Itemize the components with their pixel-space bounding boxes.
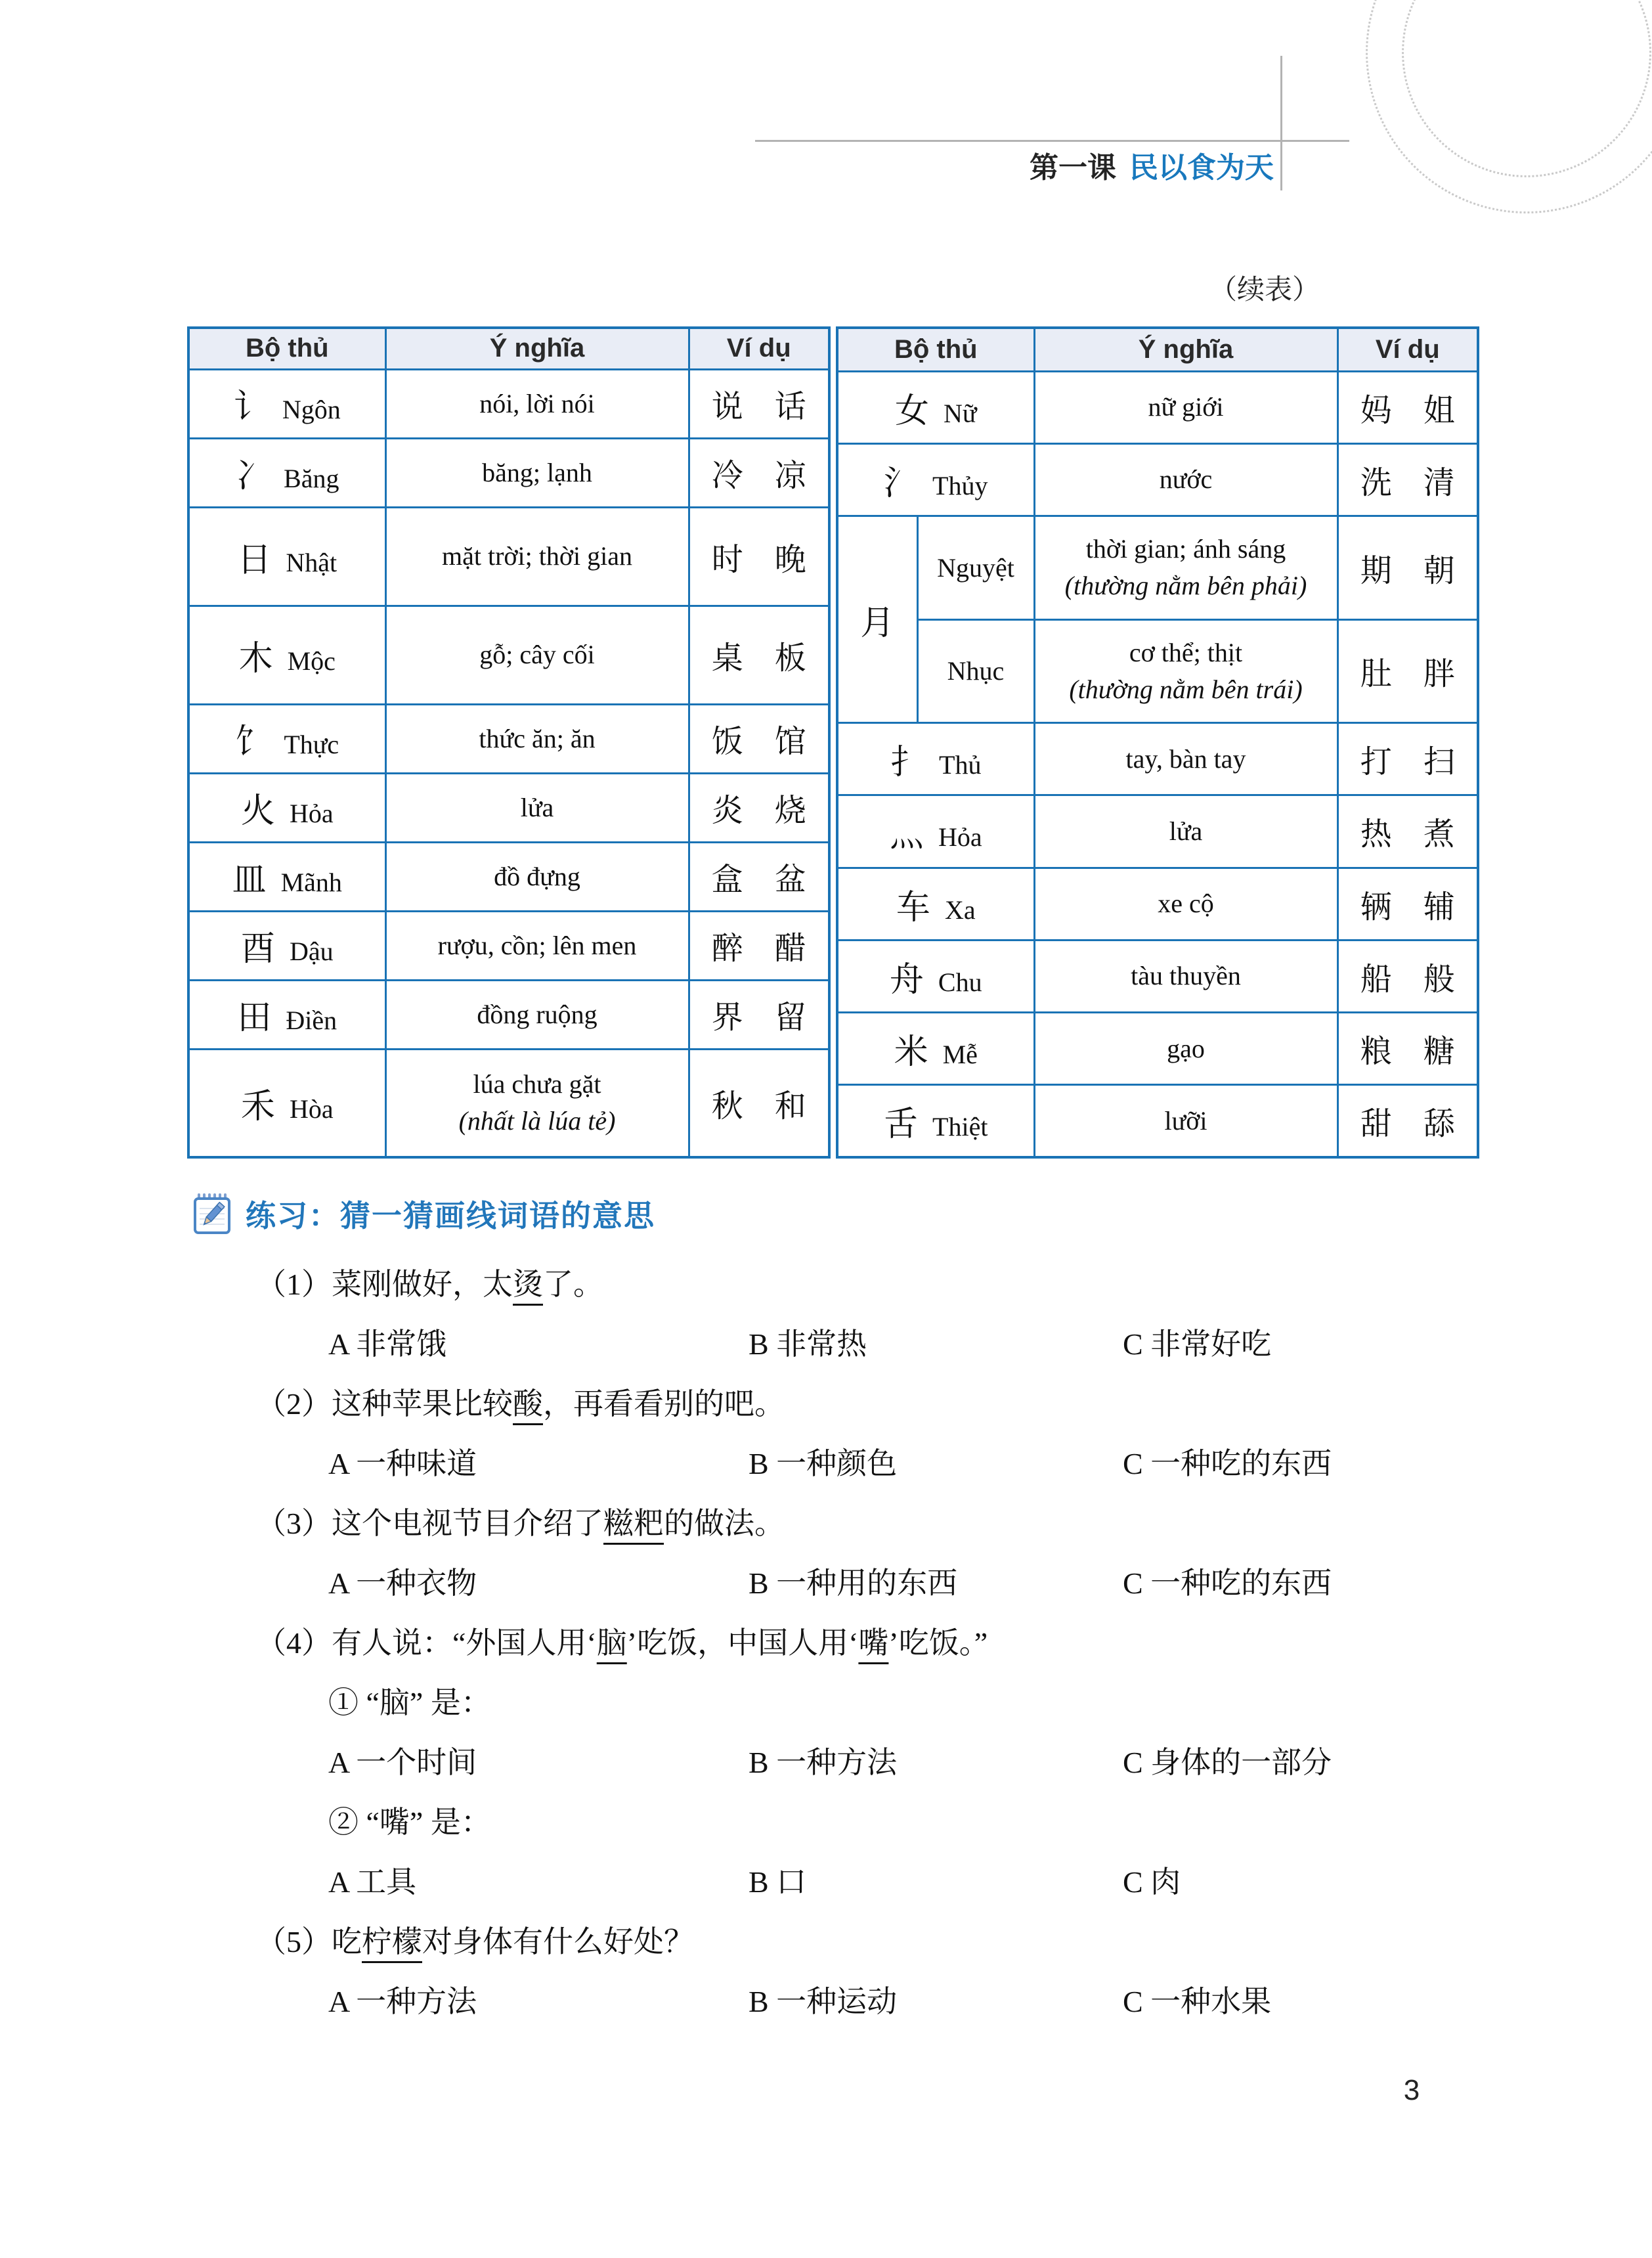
meaning-cell: [1034, 795, 1337, 868]
lesson-number: 第一课: [1030, 152, 1116, 184]
question-line: [256, 1254, 1504, 1314]
table-row: [188, 369, 829, 438]
option-choice: B 一种运动: [749, 1985, 898, 2018]
radical-cell: [188, 704, 385, 773]
radical-name: Mãnh: [280, 868, 342, 897]
table-row: [837, 443, 1478, 516]
meaning-text: đồ đựng: [494, 861, 580, 891]
meaning-note: (nhất là lúa tẻ): [458, 1106, 616, 1136]
meaning-cell: [385, 507, 689, 606]
examples-cell: [1337, 940, 1478, 1012]
option-choice: C 身体的一部分: [1123, 1746, 1332, 1779]
meaning-text: rượu, cồn; lên men: [437, 930, 637, 960]
examples-cell: [1337, 723, 1478, 795]
meaning-cell: [385, 1049, 689, 1157]
meaning-text: tàu thuyền: [1131, 961, 1241, 991]
meaning-cell: [1034, 723, 1337, 795]
table-row: [188, 842, 829, 911]
radical-name: Dậu: [289, 937, 334, 966]
radical-name: Mễ: [942, 1040, 978, 1070]
meaning-cell: [385, 980, 689, 1049]
example-character: 板: [774, 640, 806, 676]
radical-cell: [837, 443, 1034, 516]
meaning-cell: [1034, 619, 1337, 722]
question-text: 了。: [543, 1268, 603, 1301]
example-character: 舔: [1423, 1107, 1455, 1142]
example-character: 辆: [1360, 889, 1392, 925]
radical-name: Nữ: [943, 398, 977, 428]
question-line: [256, 1374, 1504, 1434]
example-character: 时: [711, 542, 743, 577]
table-row: [837, 371, 1478, 443]
meaning-text: mặt trời; thời gian: [441, 541, 633, 571]
radical-name: Hỏa: [289, 799, 334, 828]
underlined-word: 嘴: [858, 1626, 889, 1660]
radical-name: Hỏa: [938, 822, 982, 852]
meaning-text: thức ăn; ăn: [479, 723, 596, 753]
table-row: [837, 868, 1478, 940]
examples-cell: [1337, 868, 1478, 940]
example-character: 糖: [1423, 1034, 1455, 1070]
option-choice: A 一种味道: [328, 1447, 477, 1480]
underlined-word: 烫: [513, 1268, 543, 1301]
example-character: 盆: [774, 862, 806, 897]
examples-cell: [689, 438, 829, 507]
table-header-row: [837, 328, 1478, 371]
option-choice: A 工具: [328, 1865, 417, 1899]
continued-table-label: （续表）: [1209, 275, 1320, 305]
table-row: [837, 795, 1478, 868]
question-line: [256, 1494, 1504, 1553]
meaning-text: nói, lời nói: [479, 388, 595, 418]
example-character: 扫: [1423, 745, 1455, 780]
radical-cell: [837, 516, 917, 723]
meaning-text: xe cộ: [1158, 889, 1214, 919]
radical-cell: [188, 842, 385, 911]
meaning-text: cơ thể; thịt: [1129, 637, 1243, 667]
radical-name: Điền: [286, 1006, 337, 1035]
examples-cell: [1337, 516, 1478, 619]
example-character: 烧: [774, 793, 806, 828]
question-text: （2）这种苹果比较: [256, 1387, 513, 1421]
examples-cell: [689, 1049, 829, 1157]
example-character: 桌: [711, 640, 743, 676]
radical-character: 饣: [235, 724, 270, 761]
examples-cell: [689, 773, 829, 842]
example-character: 留: [774, 1000, 806, 1035]
meaning-text: lúa chưa gặt: [473, 1069, 601, 1099]
meaning-cell: [385, 606, 689, 704]
question-text: 对身体有什么好处？: [422, 1925, 694, 1959]
example-character: 般: [1423, 962, 1455, 997]
options-line: [256, 1553, 1504, 1613]
column-header: Ý nghĩa: [385, 328, 689, 369]
question-text: ，再看看别的吧。: [543, 1387, 785, 1421]
options-line: [256, 1852, 1504, 1912]
table-row: [188, 507, 829, 606]
table-row: [188, 1049, 829, 1157]
radical-character: 女: [894, 392, 929, 430]
radical-table-right: [836, 326, 1479, 1159]
radical-character: 舌: [884, 1106, 919, 1144]
radical-character: 扌: [890, 744, 925, 782]
option-choice: A 一种方法: [328, 1985, 477, 2018]
column-header: Ví dụ: [1337, 328, 1478, 371]
radical-cell: [188, 1049, 385, 1157]
question-text: （1）菜刚做好，太: [256, 1268, 513, 1301]
examples-cell: [1337, 1085, 1478, 1157]
radical-character: 酉: [240, 931, 275, 968]
radical-name: Chu: [938, 967, 982, 997]
radical-cell: [188, 369, 385, 438]
meaning-text: lửa: [520, 792, 554, 822]
option-choice: B 一种颜色: [749, 1447, 898, 1480]
option-choice: A 一种衣物: [328, 1566, 477, 1600]
meaning-cell: [1034, 443, 1337, 516]
example-character: 胖: [1423, 657, 1455, 692]
table-row: [188, 911, 829, 980]
example-character: 话: [774, 389, 806, 424]
examples-cell: [689, 606, 829, 704]
question-text: （3）这个电视节目介绍了: [256, 1507, 603, 1540]
radical-character: 禾: [240, 1088, 275, 1126]
examples-cell: [689, 507, 829, 606]
options-line: [256, 1733, 1504, 1792]
radical-cell: [837, 1085, 1034, 1157]
table-row: [188, 606, 829, 704]
radical-character: 车: [896, 889, 930, 927]
underlined-word: 柠檬: [362, 1925, 422, 1959]
meaning-cell: [1034, 1085, 1337, 1157]
example-character: 船: [1360, 962, 1392, 997]
meaning-text: tay, bàn tay: [1125, 743, 1246, 774]
option-choice: C 肉: [1123, 1865, 1181, 1899]
meaning-text: gỗ; cây cối: [479, 640, 595, 669]
table-row: [837, 619, 1478, 722]
radical-character: 灬: [889, 816, 924, 854]
radical-name: Thực: [284, 730, 339, 759]
radical-cell: [188, 773, 385, 842]
sub-question-line: [256, 1673, 1504, 1733]
example-character: 煮: [1423, 817, 1455, 852]
table-row: [188, 773, 829, 842]
example-character: 晚: [774, 542, 806, 577]
header-rule-vertical: [1280, 56, 1282, 190]
examples-cell: [689, 704, 829, 773]
header-rule-horizontal: [755, 140, 1349, 142]
notepad-pencil-icon: [192, 1193, 232, 1235]
radical-cell: [837, 1012, 1034, 1084]
underlined-word: 糍粑: [603, 1507, 664, 1540]
examples-cell: [1337, 1012, 1478, 1084]
example-character: 饭: [711, 724, 743, 759]
example-character: 醋: [774, 931, 806, 966]
radical-cell: [837, 371, 1034, 443]
radical-cell: [188, 507, 385, 606]
radical-cell: [188, 911, 385, 980]
example-character: 和: [774, 1088, 806, 1124]
example-character: 打: [1360, 745, 1392, 780]
meaning-text: thời gian; ánh sáng: [1085, 534, 1286, 564]
radical-character: 米: [894, 1034, 928, 1072]
example-character: 甜: [1360, 1107, 1392, 1142]
exercise-title-row: [192, 1192, 655, 1235]
meaning-note: (thường nằm bên phải): [1064, 571, 1307, 601]
meaning-text: gạo: [1167, 1033, 1205, 1063]
meaning-text: băng; lạnh: [482, 457, 592, 487]
underlined-word: 脑: [596, 1626, 627, 1660]
example-character: 炎: [711, 793, 743, 828]
meaning-cell: [385, 369, 689, 438]
example-character: 盒: [711, 862, 743, 897]
meaning-text: đồng ruộng: [477, 999, 598, 1029]
example-character: 馆: [774, 724, 806, 759]
table-header-row: [188, 328, 829, 369]
radical-character: 舟: [889, 961, 924, 999]
meaning-cell: [1034, 868, 1337, 940]
option-choice: C 非常好吃: [1123, 1327, 1272, 1361]
table-row: [837, 940, 1478, 1012]
example-character: 秋: [711, 1088, 743, 1124]
radical-character: 讠: [233, 389, 268, 426]
question-line: [256, 1912, 1504, 1972]
column-header: Ý nghĩa: [1034, 328, 1337, 371]
radical-name: Mộc: [287, 646, 336, 676]
examples-cell: [689, 369, 829, 438]
radical-character: 日: [237, 541, 272, 579]
table-row: [837, 1085, 1478, 1157]
radical-table-left: [187, 326, 831, 1159]
table-row: [188, 704, 829, 773]
examples-cell: [689, 842, 829, 911]
example-character: 清: [1423, 465, 1455, 500]
radical-name: Nhật: [286, 547, 337, 577]
example-character: 期: [1360, 553, 1392, 588]
example-character: 妈: [1360, 393, 1392, 428]
question-text: ② “嘴” 是：: [328, 1805, 491, 1839]
meaning-text: lưỡi: [1164, 1105, 1207, 1136]
example-character: 朝: [1423, 553, 1455, 588]
option-choice: C 一种水果: [1123, 1985, 1272, 2018]
column-header: Bộ thủ: [837, 328, 1034, 371]
meaning-cell: [385, 704, 689, 773]
exercise-title: 练习：猜一猜画线词语的意思: [246, 1199, 655, 1233]
running-head: [788, 150, 1274, 187]
radical-character: 火: [240, 793, 275, 830]
radical-name: Thủy: [932, 470, 988, 500]
options-line: [256, 1434, 1504, 1494]
table-row: [837, 516, 1478, 619]
meaning-text: nước: [1159, 464, 1213, 495]
example-character: 醉: [711, 931, 743, 966]
example-character: 洗: [1360, 465, 1392, 500]
option-choice: B 一种方法: [749, 1746, 898, 1779]
option-choice: B 非常热: [749, 1327, 867, 1361]
examples-cell: [689, 980, 829, 1049]
option-choice: B 口: [749, 1865, 807, 1899]
radical-cell: [837, 868, 1034, 940]
radical-name: Thiệt: [932, 1112, 988, 1142]
question-text: 的做法。: [664, 1507, 785, 1540]
radical-cell: [188, 606, 385, 704]
column-header: Ví dụ: [689, 328, 829, 369]
radical-name: Thủ: [939, 750, 982, 780]
example-character: 冷: [711, 458, 743, 493]
question-text: （4）有人说：“外国人用‘: [256, 1626, 597, 1660]
meaning-cell: [385, 438, 689, 507]
meaning-text: nữ giới: [1148, 392, 1224, 422]
table-row: [837, 1012, 1478, 1084]
radical-cell: [837, 795, 1034, 868]
radical-character: 田: [237, 1000, 272, 1037]
example-character: 姐: [1423, 393, 1455, 428]
example-character: 肚: [1360, 657, 1392, 692]
radical-tables: [187, 326, 1474, 1159]
radical-cell: [837, 723, 1034, 795]
meaning-text: lửa: [1169, 816, 1203, 846]
example-character: 凉: [774, 458, 806, 493]
radical-name-cell: [917, 516, 1034, 619]
option-choice: C 一种吃的东西: [1123, 1566, 1332, 1600]
radical-character: 皿: [232, 862, 267, 899]
question-line: [256, 1613, 1504, 1673]
radical-name: Nhục: [947, 656, 1005, 686]
radical-character: 氵: [884, 464, 919, 502]
example-character: 界: [711, 1000, 743, 1035]
meaning-cell: [385, 773, 689, 842]
examples-cell: [1337, 619, 1478, 722]
option-choice: A 非常饿: [328, 1327, 447, 1361]
meaning-cell: [1034, 371, 1337, 443]
question-text: ’吃饭，中国人用‘: [626, 1626, 859, 1660]
radical-character: 月: [860, 604, 895, 642]
meaning-cell: [1034, 516, 1337, 619]
example-character: 说: [711, 389, 743, 424]
radical-name: Băng: [284, 464, 339, 493]
option-choice: C 一种吃的东西: [1123, 1447, 1332, 1480]
radical-name: Nguyệt: [937, 552, 1014, 583]
examples-cell: [1337, 795, 1478, 868]
example-character: 粮: [1360, 1034, 1392, 1070]
options-line: [256, 1972, 1504, 2031]
meaning-cell: [1034, 1012, 1337, 1084]
meaning-note: (thường nằm bên trái): [1069, 674, 1303, 704]
radical-cell: [188, 980, 385, 1049]
meaning-cell: [1034, 940, 1337, 1012]
example-character: 辅: [1423, 889, 1455, 925]
page-number: 3: [1403, 2074, 1420, 2106]
exercise-questions: [256, 1254, 1504, 2031]
table-row: [188, 438, 829, 507]
underlined-word: 酸: [513, 1387, 543, 1421]
options-line: [256, 1314, 1504, 1374]
examples-cell: [1337, 371, 1478, 443]
radical-name: Hòa: [289, 1094, 334, 1124]
table-row: [188, 980, 829, 1049]
question-text: （5）吃: [256, 1925, 362, 1959]
sub-question-line: [256, 1792, 1504, 1852]
example-character: 热: [1360, 817, 1392, 852]
table-row: [837, 723, 1478, 795]
radical-character: 冫: [235, 458, 270, 495]
question-text: ① “脑” 是：: [328, 1686, 491, 1719]
examples-cell: [1337, 443, 1478, 516]
examples-cell: [689, 911, 829, 980]
meaning-cell: [385, 842, 689, 911]
meaning-cell: [385, 911, 689, 980]
option-choice: B 一种用的东西: [749, 1566, 958, 1600]
radical-name: Ngôn: [282, 395, 341, 424]
question-text: ’吃饭。”: [888, 1626, 988, 1660]
column-header: Bộ thủ: [188, 328, 385, 369]
radical-character: 木: [238, 640, 273, 678]
radical-name-cell: [917, 619, 1034, 722]
option-choice: A 一个时间: [328, 1746, 477, 1779]
lesson-title: 民以食为天: [1129, 152, 1274, 184]
radical-name: Xa: [944, 895, 976, 925]
radical-cell: [837, 940, 1034, 1012]
radical-cell: [188, 438, 385, 507]
